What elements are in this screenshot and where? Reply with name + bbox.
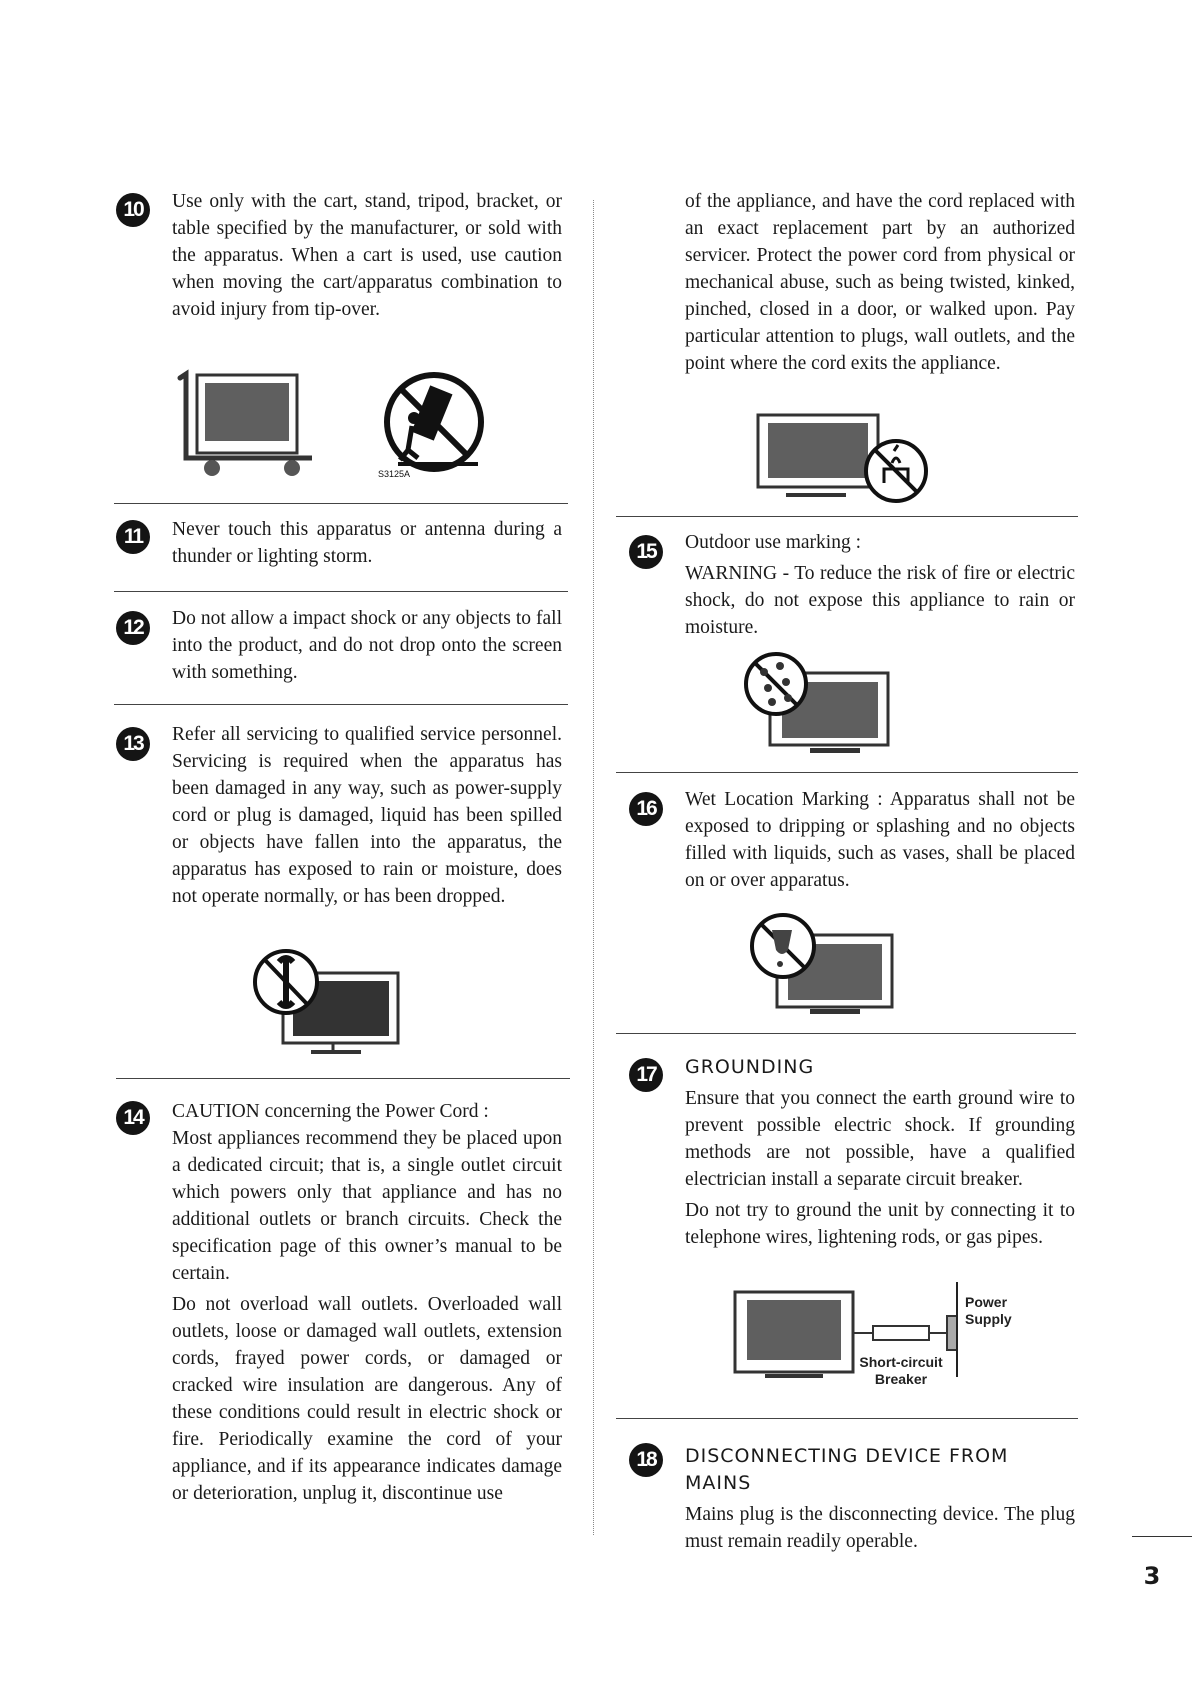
breaker-label-line-2: Breaker (874, 1371, 928, 1387)
section-15-paragraph: WARNING - To reduce the risk of fire or electric shock, do not expose this appliance to rain or moisture. (685, 563, 1075, 638)
figure-code: S3125A (378, 469, 411, 479)
cart-tipover-warning-icon (378, 370, 488, 482)
section-10-paragraph: Use only with the cart, stand, tripod, bracket, or table specified by the manufacturer, or sold with the apparatus. When a cart is used, use caution when moving the cart/apparatus combination to avoid injury from tip-over. (172, 191, 562, 320)
breaker-label-line-1: Short-circuit (859, 1354, 943, 1370)
section-18-text (685, 1443, 1075, 1555)
section-13-text (172, 721, 562, 910)
section-10-text (172, 188, 562, 323)
section-11-text (172, 516, 562, 570)
divider (616, 1418, 1078, 1419)
section-15-text (685, 529, 1075, 641)
page-number-rule (1132, 1536, 1192, 1537)
cart-tv-illustration (172, 360, 312, 480)
section-17-text (685, 1054, 1075, 1251)
section-number-13: 13 (116, 727, 150, 761)
section-number-18: 18 (629, 1443, 663, 1477)
section-number-12: 12 (116, 611, 150, 645)
divider (616, 772, 1078, 773)
section-number-16: 16 (629, 792, 663, 826)
section-14-paragraph-2: Do not overload wall outlets. Overloaded wall outlets, loose or damaged wall outlets, extension cords, frayed power cords, or damaged or cracked wire insulation are dangerous. Any of these conditions could result in electric shock or fire. Periodically examine the cord of your appliance, and if its appearance indicates damage or deterioration, unplug it, discontinue use (172, 1294, 562, 1504)
divider (114, 591, 568, 592)
divider (616, 516, 1078, 517)
section-17-heading: GROUNDING (685, 1056, 815, 1078)
power-supply-label-line-2: Supply (965, 1311, 1012, 1327)
section-17-paragraph-1: Ensure that you connect the earth ground wire to prevent possible electric shock. If grounding methods are not possible, have a qualified electrician install a separate circuit breaker. (685, 1088, 1075, 1190)
page-number: 3 (1143, 1562, 1161, 1590)
section-number-15: 15 (629, 535, 663, 569)
section-11-paragraph: Never touch this apparatus or antenna during a thunder or lighting storm. (172, 519, 562, 567)
no-rain-illustration (742, 652, 892, 760)
section-13-paragraph: Refer all servicing to qualified service personnel. Servicing is required when the apparatus has been damaged in any way, such as power-supply cord or plug is damaged, liquid has been spilled or objects have fallen into the apparatus, the apparatus has exposed to rain or moisture, does not operate normally, or has been dropped. (172, 724, 562, 907)
grounding-diagram (733, 1280, 1023, 1392)
divider (116, 1078, 570, 1079)
section-number-17: 17 (629, 1058, 663, 1092)
section-17-paragraph-2: Do not try to ground the unit by connecting it to telephone wires, lightening rods, or gas pipes. (685, 1200, 1075, 1248)
divider (114, 704, 568, 705)
section-number-11: 11 (116, 520, 150, 554)
section-14-heading: CAUTION concerning the Power Cord : (172, 1101, 489, 1122)
section-number-10: 10 (116, 193, 150, 227)
divider (114, 503, 568, 504)
section-16-text (685, 786, 1075, 894)
section-12-text (172, 605, 562, 686)
power-cord-damage-illustration (756, 413, 946, 509)
power-supply-label-line-1: Power (965, 1294, 1008, 1310)
section-12-paragraph: Do not allow a impact shock or any objects to fall into the product, and do not drop onto the screen with something. (172, 608, 562, 683)
section-14-paragraph-2-continued: of the appliance, and have the cord replaced with an exact replacement part by an authorized servicer. Protect the power cord from physical or mechanical abuse, such as being twisted, kinked, pinched, closed in a door, or walked upon. Pay particular attention to plugs, wall outlets, and the point where the cord exits the appliance. (685, 191, 1075, 374)
section-18-paragraph: Mains plug is the disconnecting device. The plug must remain readily operable. (685, 1504, 1075, 1552)
section-16-paragraph: Wet Location Marking : Apparatus shall not be exposed to dripping or splashing and no objects filled with liquids, such as vases, shall be placed on or over apparatus. (685, 789, 1075, 891)
no-liquids-illustration (748, 910, 898, 1020)
section-number-14: 14 (116, 1101, 150, 1135)
divider (616, 1033, 1076, 1034)
no-self-service-illustration (253, 946, 403, 1056)
section-15-heading: Outdoor use marking : (685, 532, 862, 553)
section-14-text (172, 1098, 562, 1507)
section-14-continued-text (685, 188, 1075, 377)
column-divider (593, 200, 594, 1535)
section-18-heading: DISCONNECTING DEVICE FROM MAINS (685, 1445, 1009, 1494)
section-14-paragraph-1: Most appliances recommend they be placed upon a dedicated circuit; that is, a single outlet circuit which powers only that appliance and has no additional outlets or branch circuits. Check the specification page of this owner’s manual to be certain. (172, 1128, 562, 1284)
